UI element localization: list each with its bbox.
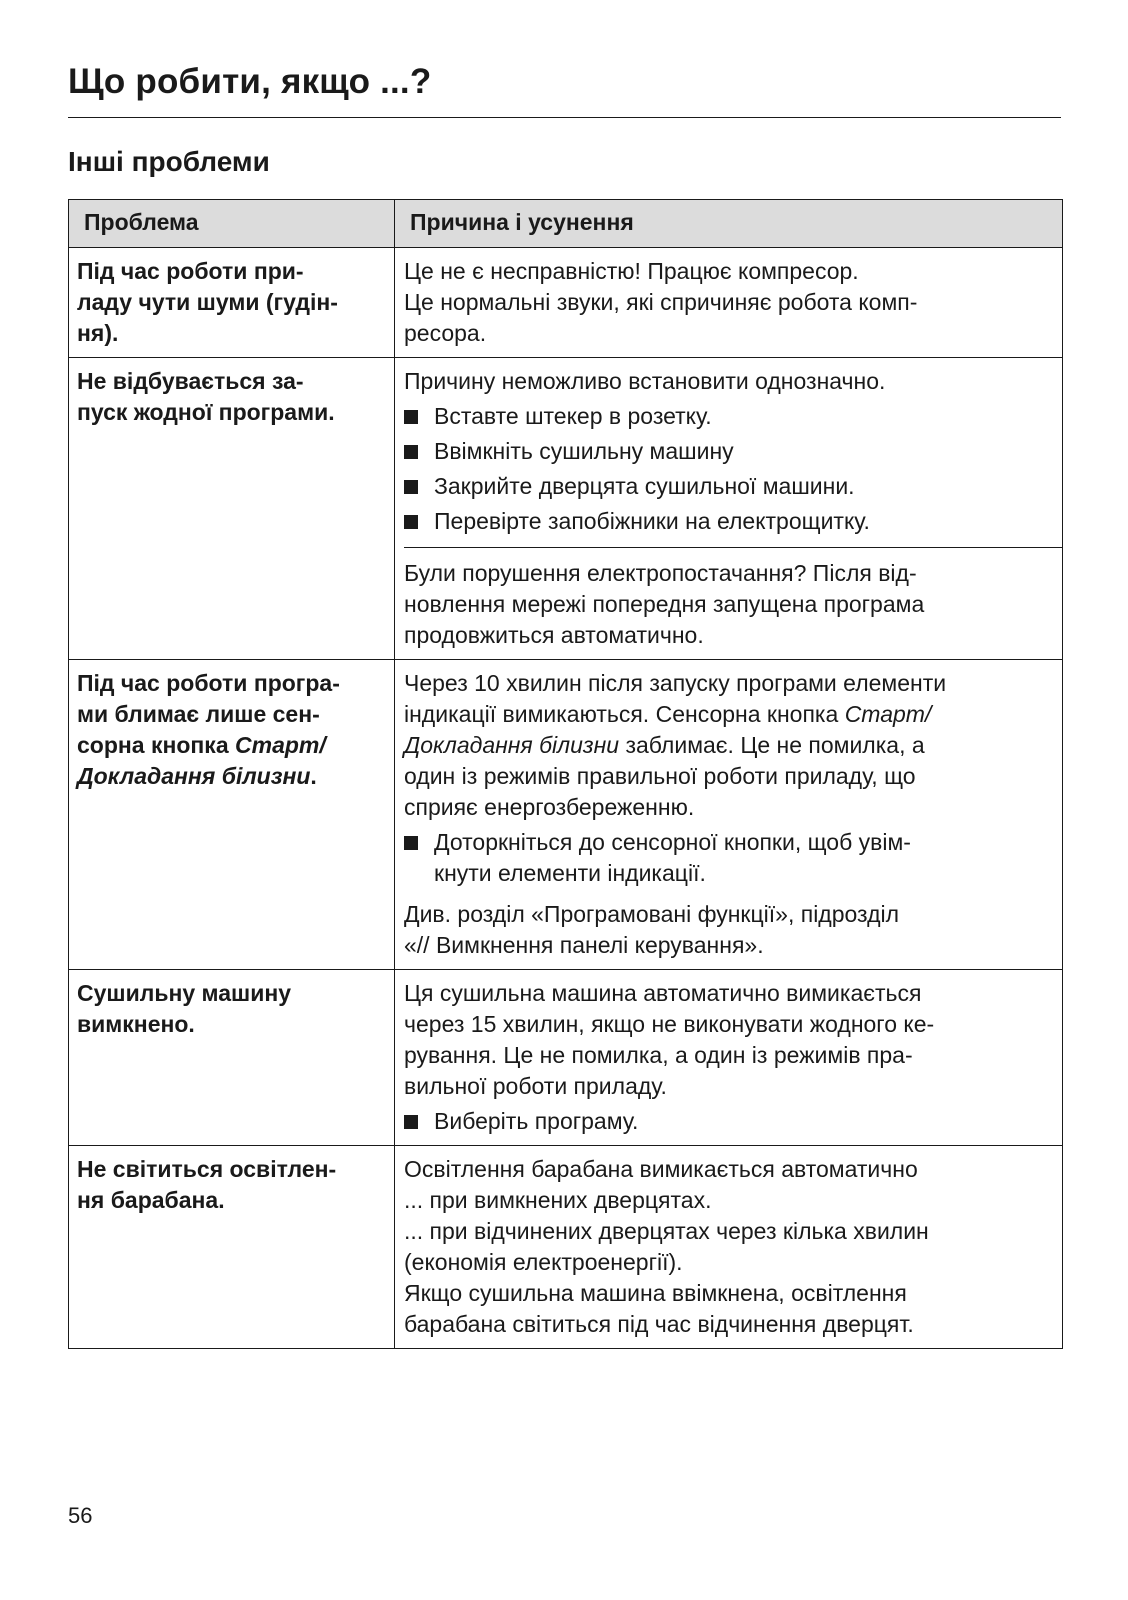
problem-cell (69, 660, 395, 970)
solution-line: вильної роботи приладу. (404, 1073, 667, 1099)
solution-line: ... при вимкнених дверцятах. (404, 1187, 712, 1213)
solution-line: Ця сушильна машина автоматично вимикається (404, 980, 922, 1006)
bullet-text: Виберіть програму. (434, 1108, 639, 1134)
problem-line: пуск жодної програми. (77, 399, 335, 425)
add-laundry-name: Докладання білизни (77, 763, 311, 789)
solution-line: продовжиться автоматично. (404, 622, 704, 648)
problem-cell (69, 358, 395, 660)
start-button-name: Старт/ (235, 732, 326, 758)
page-title: Що робити, якщо ...? (68, 62, 432, 101)
square-bullet-icon (404, 515, 418, 529)
solution-line: один із режимів правильної роботи приладу, що (404, 763, 916, 789)
problem-line: ладу чути шуми (гудін- (77, 289, 338, 315)
bullet-text: Вставте штекер в розетку. (434, 403, 712, 429)
bullet-text: кнути елементи індикації. (434, 860, 706, 886)
solution-line: барабана світиться під час відчинення дверцят. (404, 1311, 914, 1337)
square-bullet-icon (404, 1115, 418, 1129)
problem-line (77, 761, 384, 792)
problem-line: Під час роботи програ- (77, 670, 340, 696)
bullet-text: Ввімкніть сушильну машину (434, 438, 734, 464)
bullet-item (404, 1106, 1048, 1137)
problem-line (77, 730, 384, 761)
solution-line: рування. Це не помилка, а один із режимів пра- (404, 1042, 913, 1068)
table-row (69, 660, 1063, 970)
table-row (69, 1146, 1063, 1349)
troubleshooting-table (68, 199, 1063, 1349)
square-bullet-icon (404, 410, 418, 424)
problem-text: сорна кнопка (77, 732, 236, 758)
solution-cell (395, 358, 1063, 660)
problem-line: Сушильну машину (77, 980, 292, 1006)
problem-line: Не відбувається за- (77, 368, 304, 394)
solution-line: Це нормальні звуки, які спричиняє робота комп- (404, 289, 918, 315)
solution-line: Причину неможливо встановити однозначно. (404, 368, 886, 394)
add-laundry-name: Докладання білизни (404, 732, 620, 758)
solution-cell (395, 970, 1063, 1146)
bullet-item (404, 436, 1048, 467)
solution-line: новлення мережі попередня запущена програма (404, 591, 925, 617)
table-header-row (69, 200, 1063, 248)
square-bullet-icon (404, 445, 418, 459)
solution-line: через 15 хвилин, якщо не виконувати жодного ке- (404, 1011, 935, 1037)
solution-cell (395, 248, 1063, 358)
problem-line: ми блимає лише сен- (77, 701, 320, 727)
problem-cell (69, 248, 395, 358)
square-bullet-icon (404, 480, 418, 494)
solution-cell (395, 660, 1063, 970)
solution-line: Освітлення барабана вимикається автоматично (404, 1156, 918, 1182)
section-title: Інші проблеми (68, 146, 270, 177)
problem-cell (69, 1146, 395, 1349)
solution-line: Це не є несправністю! Працює компресор. (404, 258, 859, 284)
solution-line: Див. розділ «Програмовані функції», підрозділ (404, 901, 900, 927)
solution-line: ресора. (404, 320, 487, 346)
solution-text: заблимає. Це не помилка, а (619, 732, 925, 758)
problem-line: ня барабана. (77, 1187, 225, 1213)
solution-line (404, 730, 1048, 761)
solution-line: сприяє енергозбереженню. (404, 794, 695, 820)
bullet-text: Закрийте дверцята сушильної машини. (434, 473, 855, 499)
solution-cell (395, 1146, 1063, 1349)
problem-line: вимкнено. (77, 1011, 195, 1037)
solution-line: (економія електроенергії). (404, 1249, 683, 1275)
square-bullet-icon (404, 836, 418, 850)
solution-text: індикації вимикаються. Сенсорна кнопка (404, 701, 845, 727)
solution-line: ... при відчинених дверцятах через кілька хвилин (404, 1218, 929, 1244)
bullet-text: Перевірте запобіжники на електрощитку. (434, 508, 870, 534)
bullet-item (404, 471, 1048, 502)
problem-text: . (310, 763, 317, 789)
page-number: 56 (68, 1503, 93, 1528)
bullet-item (404, 506, 1048, 537)
bullet-text: Доторкніться до сенсорної кнопки, щоб увім- (434, 829, 911, 855)
table-row (69, 248, 1063, 358)
solution-line: Якщо сушильна машина ввімкнена, освітлення (404, 1280, 907, 1306)
problem-line: ня). (77, 320, 119, 346)
bullet-item (404, 401, 1048, 432)
column-header-solution: Причина і усунення (395, 200, 1063, 248)
solution-line (404, 699, 1048, 730)
table-row (69, 358, 1063, 660)
start-button-name: Старт/ (844, 701, 932, 727)
solution-line: Були порушення електропостачання? Після від- (404, 560, 917, 586)
problem-line: Не світиться освітлен- (77, 1156, 337, 1182)
bullet-item (404, 827, 1048, 889)
problem-line: Під час роботи при- (77, 258, 304, 284)
cell-divider (404, 547, 1062, 548)
column-header-problem: Проблема (69, 200, 395, 248)
solution-line: Через 10 хвилин після запуску програми елементи (404, 670, 947, 696)
problem-cell (69, 970, 395, 1146)
title-divider (68, 117, 1061, 118)
table-row (69, 970, 1063, 1146)
solution-line: «// Вимкнення панелі керування». (404, 932, 764, 958)
